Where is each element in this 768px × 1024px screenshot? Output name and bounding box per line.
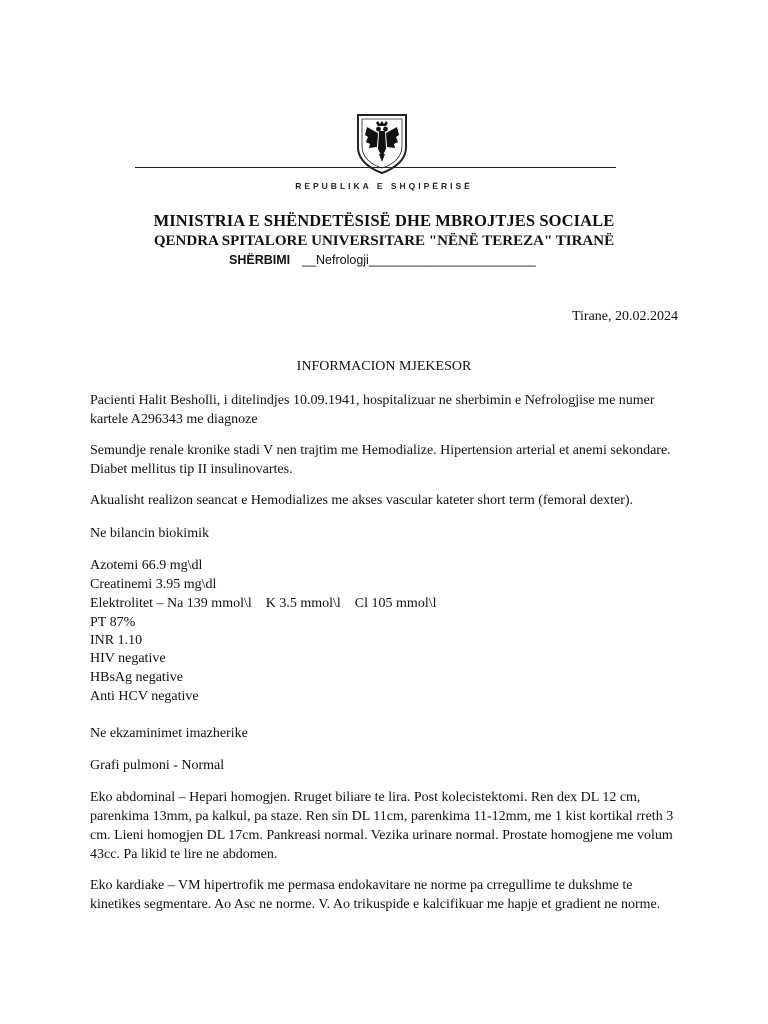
abdominal-echo-paragraph: Eko abdominal – Hepari homogjen. Rruget biliare te lira. Post kolecistektomi. Ren dex DL 12 cm, parenkima 13mm, pa kalkul, pa staze. Ren sin DL 11cm, parenkima 11-12mm, me 1 kist kortikal rreth 3 cm. Lieni homogjen DL 17cm. Pankreasi normal. Vezika urinare normal. Prostate homogjene me volum 43cc. Pa likid te lire ne abdomen. (90, 790, 674, 862)
patient-intro: Pacienti Halit Besholli, i ditelindjes 10.09.1941, hospitalizuar ne sherbimin e Nefrologjise me numer kartele A296343 me diagnoze (90, 393, 655, 427)
diagnosis-paragraph: Semundje renale kronike stadi V nen trajtim me Hemodialize. Hipertension arterial et anemi sekondare. Diabet mellitus tip II insulinovartes. (90, 443, 671, 477)
cardiac-echo-paragraph: Eko kardiake – VM hipertrofik me permasa endokavitare ne norme pa crregullime te dukshme te kinetikes segmentare. Ao Asc ne norme. V. Ao trikuspide e kalcifikuar me hapje et gradient ne norme. (90, 878, 661, 912)
lab-item: HBsAg negative (90, 670, 183, 685)
republic-name: REPUBLIKA E SHQIPËRISË (295, 181, 473, 191)
lab-item: Elektrolitet – Na 139 mmol\l K 3.5 mmol\l Cl 105 mmol\l (90, 596, 437, 611)
service-label: SHËRBIMI (229, 253, 291, 267)
lab-item: Azotemi 66.9 mg\dl (90, 558, 203, 573)
lab-item: Anti HCV negative (90, 689, 199, 704)
biochem-heading: Ne bilancin biokimik (90, 526, 209, 541)
ministry-name: MINISTRIA E SHËNDETËSISË DHE MBROJTJES SOCIALE (153, 211, 615, 230)
imaging-heading: Ne ekzaminimet imazherike (90, 726, 248, 741)
lab-item: PT 87% (90, 615, 136, 630)
document-title: INFORMACION MJEKESOR (296, 359, 472, 374)
hospital-name: QENDRA SPITALORE UNIVERSITARE "NËNË TEREZA" TIRANË (153, 233, 615, 249)
document-date: Tirane, 20.02.2024 (571, 309, 678, 324)
treatment-paragraph: Akualisht realizon seancat e Hemodializes me akses vascular kateter short term (femoral dexter). (90, 493, 634, 508)
lab-item: Creatinemi 3.95 mg\dl (90, 577, 217, 592)
service-value: __Nefrologji________________________ (302, 253, 536, 267)
lab-item: HIV negative (90, 651, 166, 666)
lab-item: INR 1.10 (90, 633, 143, 648)
chest-xray-result: Grafi pulmoni - Normal (90, 758, 225, 773)
albanian-coat-of-arms-icon (355, 111, 409, 175)
header-divider (135, 167, 616, 168)
service-line (229, 253, 536, 267)
